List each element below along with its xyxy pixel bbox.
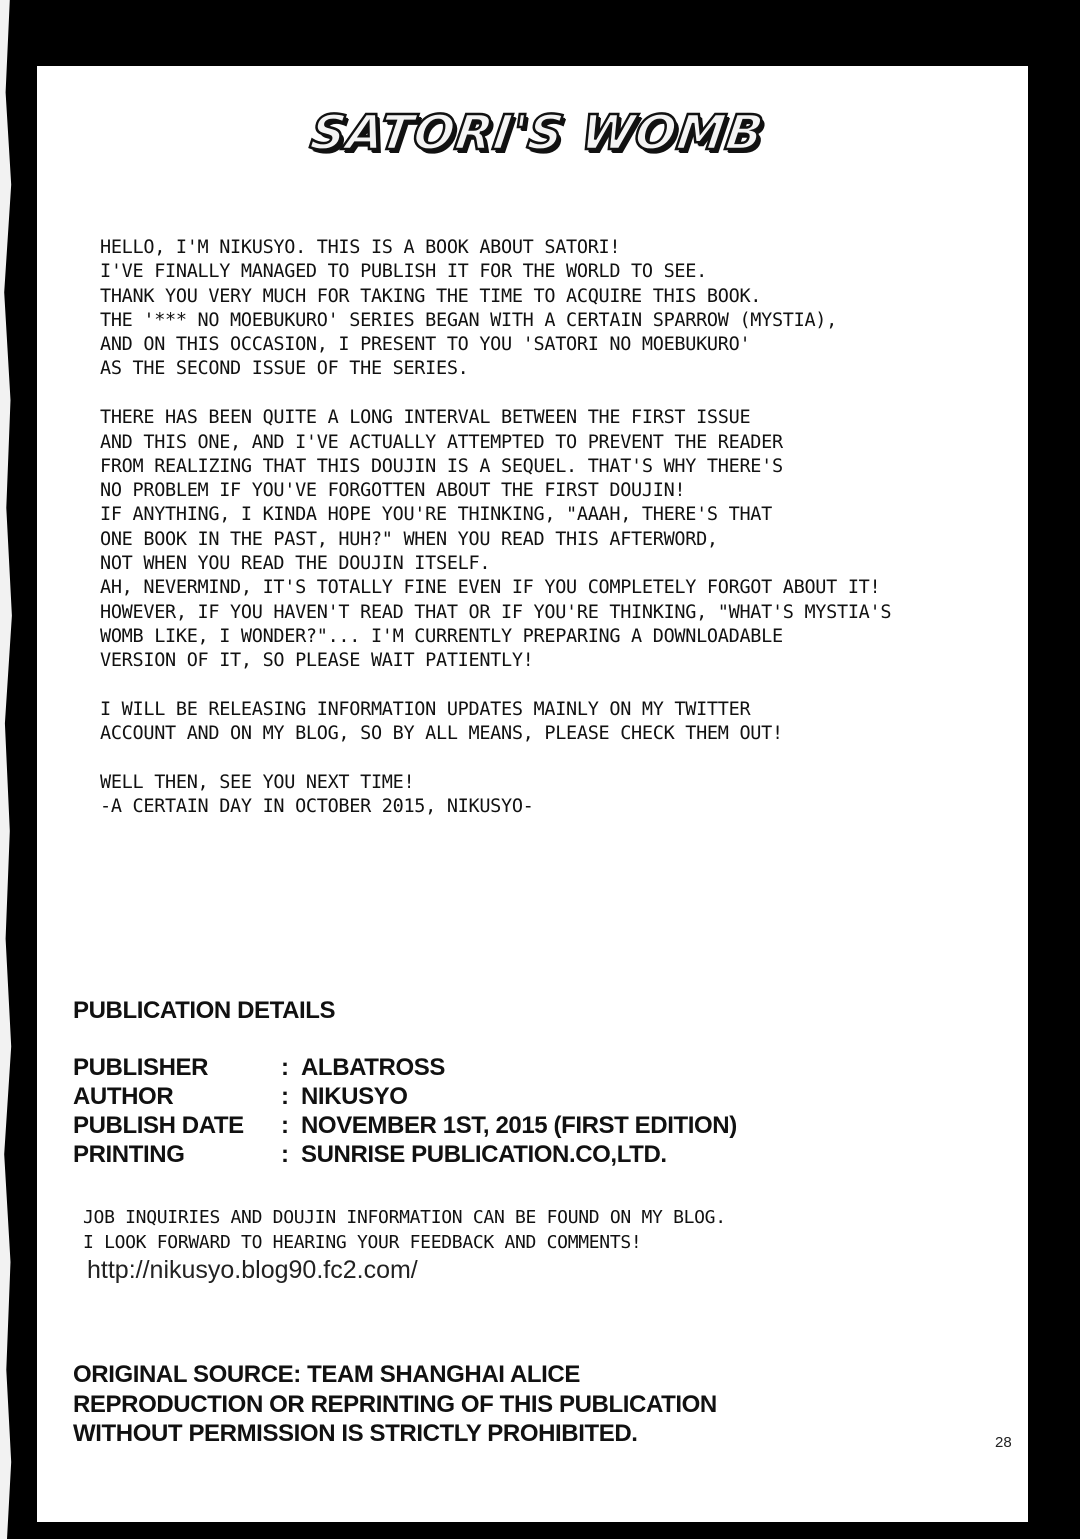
text-line: JOB INQUIRIES AND DOUJIN INFORMATION CAN BE FOUND ON MY BLOG. bbox=[83, 1207, 726, 1228]
text-line: AS THE SECOND ISSUE OF THE SERIES. bbox=[100, 358, 469, 380]
text-line: IF ANYTHING, I KINDA HOPE YOU'RE THINKING, "AAAH, THERE'S THAT bbox=[100, 504, 772, 526]
afterword-paragraph-3 bbox=[100, 698, 1000, 747]
text-line: VERSION OF IT, SO PLEASE WAIT PATIENTLY! bbox=[100, 650, 534, 672]
publication-details bbox=[73, 1054, 737, 1170]
torn-page-edge bbox=[0, 0, 14, 1539]
row-separator: : bbox=[281, 1141, 289, 1168]
row-label: PUBLISH DATE bbox=[73, 1112, 244, 1139]
text-line: I WILL BE RELEASING INFORMATION UPDATES MAINLY ON MY TWITTER bbox=[100, 699, 751, 721]
title-logo bbox=[299, 98, 775, 168]
text-line: WITHOUT PERMISSION IS STRICTLY PROHIBITED. bbox=[73, 1420, 638, 1447]
text-line: WOMB LIKE, I WONDER?"... I'M CURRENTLY PREPARING A DOWNLOADABLE bbox=[100, 625, 783, 647]
text-line: THANK YOU VERY MUCH FOR TAKING THE TIME TO ACQUIRE THIS BOOK. bbox=[100, 285, 762, 307]
text-line: AH, NEVERMIND, IT'S TOTALLY FINE EVEN IF YOU COMPLETELY FORGOT ABOUT IT! bbox=[100, 577, 881, 599]
text-line: REPRODUCTION OR REPRINTING OF THIS PUBLICATION bbox=[73, 1390, 717, 1418]
text-line: NO PROBLEM IF YOU'VE FORGOTTEN ABOUT THE FIRST DOUJIN! bbox=[100, 480, 686, 502]
text-line: ORIGINAL SOURCE: TEAM SHANGHAI ALICE bbox=[73, 1361, 580, 1388]
blog-url: http://nikusyo.blog90.fc2.com/ bbox=[87, 1256, 418, 1284]
row-label: PUBLISHER bbox=[73, 1054, 209, 1081]
text-line: ACCOUNT AND ON MY BLOG, SO BY ALL MEANS, PLEASE CHECK THEM OUT! bbox=[100, 723, 783, 745]
publication-row-printing bbox=[73, 1141, 737, 1170]
row-separator: : bbox=[281, 1112, 289, 1139]
text-line: WELL THEN, SEE YOU NEXT TIME! bbox=[100, 772, 415, 794]
publication-row-author bbox=[73, 1083, 737, 1112]
blog-note bbox=[83, 1206, 726, 1255]
row-value: NOVEMBER 1ST, 2015 (FIRST EDITION) bbox=[301, 1112, 737, 1139]
text-line: NOT WHEN YOU READ THE DOUJIN ITSELF. bbox=[100, 553, 491, 575]
row-value: SUNRISE PUBLICATION.CO,LTD. bbox=[301, 1141, 667, 1168]
row-separator: : bbox=[281, 1054, 289, 1081]
afterword-paragraph-1 bbox=[100, 236, 1000, 382]
text-line: HELLO, I'M NIKUSYO. THIS IS A BOOK ABOUT SATORI! bbox=[100, 237, 621, 258]
afterword bbox=[100, 236, 1000, 844]
page bbox=[37, 66, 1028, 1522]
text-line: HOWEVER, IF YOU HAVEN'T READ THAT OR IF YOU'RE THINKING, "WHAT'S MYSTIA'S bbox=[100, 601, 892, 623]
row-value: NIKUSYO bbox=[301, 1083, 408, 1110]
text-line: FROM REALIZING THAT THIS DOUJIN IS A SEQUEL. THAT'S WHY THERE'S bbox=[100, 455, 783, 477]
page-number: 28 bbox=[995, 1434, 1012, 1451]
row-label: PRINTING bbox=[73, 1141, 185, 1168]
publication-row-publisher bbox=[73, 1054, 737, 1083]
afterword-paragraph-2 bbox=[100, 406, 1000, 673]
publication-heading: PUBLICATION DETAILS bbox=[73, 997, 336, 1024]
publication-row-publish-date bbox=[73, 1112, 737, 1141]
afterword-paragraph-4 bbox=[100, 771, 1000, 820]
page-title: SATORI'S WOMB bbox=[306, 105, 768, 161]
row-separator: : bbox=[281, 1083, 289, 1110]
row-label: AUTHOR bbox=[73, 1083, 174, 1110]
text-line: I LOOK FORWARD TO HEARING YOUR FEEDBACK AND COMMENTS! bbox=[83, 1231, 642, 1253]
text-line: I'VE FINALLY MANAGED TO PUBLISH IT FOR THE WORLD TO SEE. bbox=[100, 261, 707, 283]
copyright-notice bbox=[73, 1360, 717, 1449]
signature-line: -A CERTAIN DAY IN OCTOBER 2015, NIKUSYO- bbox=[100, 796, 534, 818]
row-value: ALBATROSS bbox=[301, 1054, 445, 1081]
text-line: AND THIS ONE, AND I'VE ACTUALLY ATTEMPTED TO PREVENT THE READER bbox=[100, 431, 783, 453]
text-line: THE '*** NO MOEBUKURO' SERIES BEGAN WITH A CERTAIN SPARROW (MYSTIA), bbox=[100, 309, 837, 331]
text-line: THERE HAS BEEN QUITE A LONG INTERVAL BETWEEN THE FIRST ISSUE bbox=[100, 407, 751, 429]
text-line: AND ON THIS OCCASION, I PRESENT TO YOU 'SATORI NO MOEBUKURO' bbox=[100, 334, 751, 356]
text-line: ONE BOOK IN THE PAST, HUH?" WHEN YOU READ THIS AFTERWORD, bbox=[100, 528, 718, 550]
